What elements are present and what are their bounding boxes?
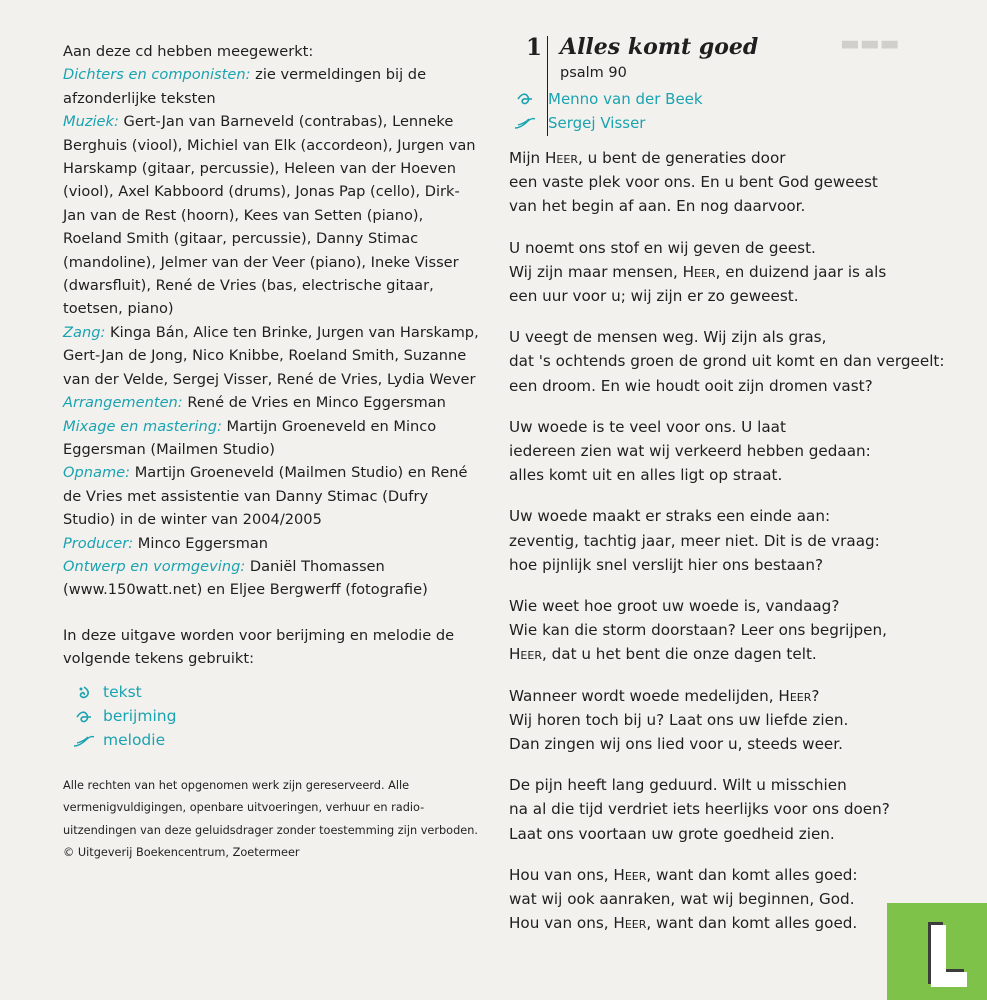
legend-item-tekst (73, 681, 483, 705)
rights-text: Alle rechten van het opgenomen werk zijn gereserveerd. Alle vermenigvuldigingen, openbare uitvoeringen, verhuur en radio-uitzendingen van deze geluidsdrager zonder toestemming zijn verboden. (63, 778, 478, 837)
credits-intro: Aan deze cd hebben meegewerkt: (63, 43, 314, 60)
melodie-icon (73, 732, 95, 750)
lyrics-stanza (509, 415, 909, 488)
lyrics-line (509, 887, 909, 911)
lyrics-line (509, 146, 909, 170)
lyrics-line (509, 349, 945, 373)
copyright-line: © Uitgeverij Boekencentrum, Zoetermeer (63, 846, 300, 860)
tekst-icon (73, 684, 95, 702)
lyrics-text: , en duizend jaar is als (715, 262, 887, 281)
credit-names: Minco Eggersman (133, 534, 269, 552)
small-caps-word: Heer (509, 645, 542, 664)
lyrics-text: , u bent de generaties door (577, 149, 786, 167)
legend-item-berijming (73, 705, 483, 729)
berijming-author: Menno van der Beek (548, 90, 703, 108)
song-source: psalm 90 (560, 65, 627, 81)
lyrics-text: alles komt uit en alles ligt op straat. (509, 466, 783, 485)
credit-names: Gert-Jan van Barneveld (contrabas), Lenneke Berghuis (viool), Michiel van Elk (accordeon), Jurgen van Harskamp (gitaar, percussie), Heleen van der Hoeven (viool), Axel Kabboord (drums), Jonas Pap (cello), Dirk-Jan van de Rest (hoorn), Kees van Setten (piano), Roeland Smith (gitaar, percussie), Danny Stimac (mandoline), Jelmer van der Veer (piano), Ineke Visser (dwarsfluit), René de Vries (bas, electrische gitaar, toetsen, piano) (63, 113, 476, 318)
lyrics-text: Uw woede maakt er straks een einde aan: (509, 507, 831, 526)
lyrics-stanza (509, 594, 909, 667)
small-caps-word: Heer (682, 262, 716, 281)
show-through-heading: ▬▬▬ (840, 30, 900, 55)
lyrics-stanza (509, 684, 909, 757)
credit-names: zie vermeldingen bij de afzonderlijke teksten (63, 66, 427, 107)
credit-names: Daniël Thomassen (www.150watt.net) en Eljee Bergwerff (fotografie) (63, 557, 428, 599)
legend-label-berijming: berijming (103, 706, 177, 725)
lyrics-line (509, 684, 909, 708)
lyrics-text: hoe pijnlijk snel verslijt hier ons bestaan? (509, 555, 824, 574)
legend-label-tekst: tekst (103, 682, 142, 701)
credit-role: Mixage en mastering: (63, 417, 222, 435)
lyrics-line (509, 374, 909, 398)
credit-names: René de Vries en Minco Eggersman (182, 394, 446, 412)
credit-entry (63, 461, 483, 531)
lyrics-line (509, 773, 909, 797)
song-title: Alles komt goed (560, 34, 759, 60)
small-caps-word: Heer (778, 686, 812, 705)
lyrics-text: Hou van ons, (509, 865, 614, 884)
credits-list (63, 63, 483, 601)
credit-role: Zang: (63, 323, 106, 341)
lyrics-stanza (509, 236, 909, 309)
page-tab-letter-foot (931, 972, 967, 987)
lyrics-line (509, 284, 909, 308)
lyrics-text: wat wij ook aanraken, wat wij beginnen, God. (509, 890, 855, 909)
lyrics-text: na al die tijd verdriet iets heerlijks voor ons doen? (509, 800, 890, 819)
lyrics-text: Dan zingen wij ons lied voor u, steeds weer. (509, 735, 843, 754)
credit-entry (63, 415, 483, 462)
credit-names: Martijn Groeneveld en Minco Eggersman (Mailmen Studio) (63, 417, 437, 458)
credits-column (63, 40, 483, 865)
berijming-icon (73, 708, 95, 726)
credit-entry (63, 391, 483, 414)
credit-names: Kinga Bán, Alice ten Brinke, Jurgen van Harskamp, Gert-Jan de Jong, Nico Knibbe, Roeland Smith, Suzanne van der Velde, Sergej Visser, René de Vries, Lydia Wever (63, 323, 479, 388)
lyrics-text: een vaste plek voor ons. En u bent God geweest (509, 173, 878, 192)
credit-names: Martijn Groeneveld (Mailmen Studio) en René de Vries met assistentie van Danny Stimac (Dufry Studio) in de winter van 2004/2005 (63, 464, 468, 529)
lyrics-line (509, 415, 909, 439)
rights-notice (63, 775, 483, 865)
lyrics-line (509, 863, 909, 887)
lyrics-text: , want dan komt alles goed: (646, 865, 858, 884)
berijming-icon (514, 91, 536, 107)
lyrics-line (509, 732, 909, 756)
lyrics-line (509, 822, 909, 846)
small-caps-word: Heer (613, 914, 647, 933)
lyrics-line (509, 529, 909, 553)
song-lyrics (509, 146, 945, 952)
lyrics-line (509, 260, 909, 284)
small-caps-word: Heer (613, 865, 647, 884)
lyrics-text: Uw woede is te veel voor ons. U laat (509, 417, 786, 436)
credit-entry (63, 321, 483, 391)
lyrics-text: , dat u het bent die onze dagen telt. (541, 645, 817, 664)
lyrics-stanza (509, 863, 909, 936)
lyrics-text: Wij horen toch bij u? Laat ons uw liefde zien. (509, 710, 849, 729)
lyrics-line (509, 594, 909, 618)
lyrics-text: De pijn heeft lang geduurd. Wilt u misschien (509, 776, 847, 795)
lyrics-line (509, 553, 909, 577)
lyrics-line (509, 194, 909, 218)
small-caps-word: Heer (545, 149, 578, 167)
lyrics-line (509, 708, 909, 732)
credit-entry (63, 555, 483, 602)
lyrics-text: een droom. En wie houdt ooit zijn dromen vast? (509, 376, 873, 395)
lyrics-text: Wie weet hoe groot uw woede is, vandaag? (509, 597, 840, 616)
lyrics-line (509, 463, 909, 487)
lyrics-stanza (509, 773, 909, 846)
melodie-credit (526, 111, 926, 135)
lyrics-text: Laat ons voortaan uw grote goedheid zien. (509, 824, 835, 843)
lyrics-line (509, 911, 909, 935)
lyrics-text: van het begin af aan. En nog daarvoor. (509, 197, 806, 216)
lyrics-line (509, 236, 909, 260)
credit-role: Ontwerp en vormgeving: (63, 557, 246, 575)
lyrics-text: Wij zijn maar mensen, (509, 262, 683, 281)
lyrics-line (509, 642, 909, 666)
melodie-icon (514, 115, 536, 131)
lyrics-text: zeventig, tachtig jaar, meer niet. Dit is de vraag: (509, 531, 880, 550)
credit-entry (63, 110, 483, 321)
credit-role: Dichters en componisten: (63, 66, 251, 84)
berijming-credit (526, 87, 926, 111)
lyrics-stanza (509, 146, 909, 219)
lyrics-text: Wie kan die storm doorstaan? Leer ons begrijpen, (509, 621, 887, 640)
lyrics-text: U veegt de mensen weg. Wij zijn als gras, (509, 328, 827, 347)
lyrics-text: Mijn (509, 149, 545, 167)
lyrics-text: dat 's ochtends groen de grond uit komt en dan vergeelt: (509, 352, 945, 371)
lyrics-stanza (509, 504, 909, 577)
lyrics-text: iedereen zien wat wij verkeerd hebben gedaan: (509, 442, 871, 461)
symbol-legend (63, 681, 483, 753)
credit-role: Muziek: (63, 113, 119, 131)
credit-role: Producer: (63, 534, 134, 552)
lyrics-line (509, 170, 909, 194)
lyrics-text: een uur voor u; wij zijn er zo geweest. (509, 287, 799, 306)
lyrics-line (509, 325, 909, 349)
lyrics-line (509, 504, 909, 528)
lyrics-text: Wanneer wordt woede medelijden, (509, 686, 779, 705)
legend-label-melodie: melodie (103, 730, 166, 749)
credit-entry (63, 532, 483, 555)
lyrics-text: U noemt ons stof en wij geven de geest. (509, 238, 816, 257)
credit-entry (63, 63, 483, 110)
credit-role: Opname: (63, 464, 131, 482)
credit-role: Arrangementen: (63, 394, 183, 412)
lyrics-line (509, 618, 909, 642)
song-number: 1 (526, 34, 543, 61)
lyrics-stanza (509, 325, 945, 398)
legend-intro: In deze uitgave worden voor berijming en melodie de volgende tekens gebruikt: (63, 626, 455, 668)
lyrics-text: , want dan komt alles goed. (646, 914, 858, 933)
lyrics-text: Hou van ons, (509, 914, 614, 933)
lyrics-text: ? (811, 686, 820, 705)
lyrics-line (509, 797, 909, 821)
legend-item-melodie (73, 729, 483, 753)
melodie-author: Sergej Visser (548, 114, 646, 132)
lyrics-line (509, 439, 909, 463)
